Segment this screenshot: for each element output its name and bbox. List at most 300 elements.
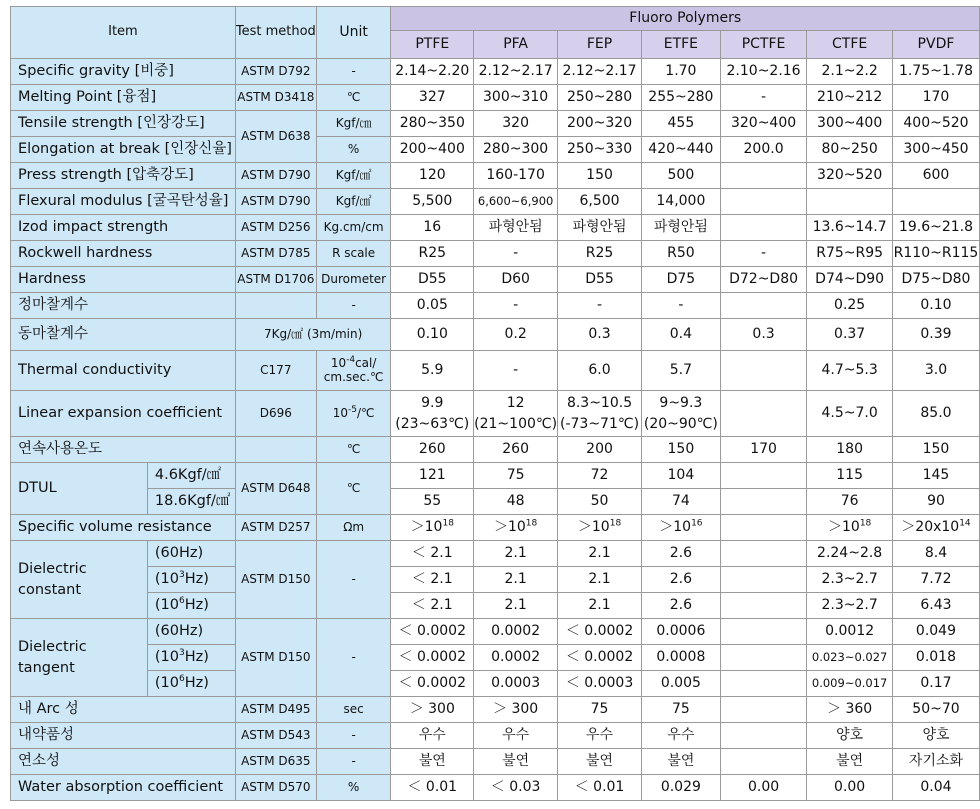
unit: Ωm: [316, 515, 391, 541]
value-exponent: 16: [691, 518, 703, 529]
value-cell: 0.018: [892, 645, 979, 671]
property-label: 연소성: [11, 749, 236, 775]
value-cell: 2.10~2.16: [720, 59, 807, 85]
value-cell: 0.00: [807, 775, 893, 801]
value-cell: 2.6: [641, 567, 720, 593]
test-method: ASTM D256: [235, 215, 316, 241]
test-method-header: Test method: [235, 7, 316, 59]
value-cell: 불연: [391, 749, 474, 775]
property-row: [11, 59, 980, 85]
dielectric-tangent-row: [11, 671, 980, 697]
value-cell: 400~520: [892, 111, 979, 137]
unit: -: [316, 749, 391, 775]
unit: [316, 351, 391, 391]
value-cell: 자기소화: [892, 749, 979, 775]
condition-label: 18.6Kgf/㎠: [147, 489, 235, 515]
frequency-exponent: 3: [178, 648, 185, 659]
value-cell: 327: [391, 85, 474, 111]
property-label: Tensile strength [인장강도]: [11, 111, 236, 137]
value-cell: 0.39: [892, 319, 979, 351]
property-row: [11, 215, 980, 241]
value-cell: 0.0002: [474, 619, 558, 645]
unit: sec: [316, 697, 391, 723]
value-cell: [720, 593, 807, 619]
value-cell: 200~400: [391, 137, 474, 163]
value-cell: 300~310: [474, 85, 558, 111]
value-cell: 불연: [641, 749, 720, 775]
property-row: [11, 749, 980, 775]
value-cell: 150: [641, 437, 720, 463]
unit: [316, 391, 391, 437]
value-cell: 320~400: [720, 111, 807, 137]
value-main: 9~9.3: [659, 395, 703, 412]
test-method: ASTM D635: [235, 749, 316, 775]
frequency-unit: Hz): [184, 675, 209, 692]
value-temp-range: (23~63℃): [395, 415, 470, 432]
value-cell: [720, 645, 807, 671]
value-cell: 600: [892, 163, 979, 189]
frequency-unit: Hz): [184, 649, 209, 666]
value-cell: [892, 189, 979, 215]
property-label: Water absorption coefficient: [11, 775, 236, 801]
value-cell: 5,500: [391, 189, 474, 215]
value-exponent: 18: [442, 518, 454, 529]
value-cell: ＜ 0.0002: [391, 645, 474, 671]
test-method: ASTM D150: [235, 619, 316, 697]
value-cell: [391, 515, 474, 541]
unit: -: [316, 723, 391, 749]
value-cell: 75: [558, 697, 642, 723]
properties-table-wrap: [10, 6, 980, 801]
dtul-row: [11, 463, 980, 489]
value-cell: 0.009~0.017: [807, 671, 893, 697]
property-row: [11, 351, 980, 391]
value-cell: [720, 215, 807, 241]
value-cell: 50: [558, 489, 642, 515]
value-main: 85.0: [920, 405, 952, 422]
value-main: 4.5~7.0: [821, 405, 878, 422]
value-cell: 1.70: [641, 59, 720, 85]
value-cell: R25: [391, 241, 474, 267]
unit: Kgf/㎠: [316, 189, 391, 215]
frequency-unit: Hz): [184, 571, 209, 588]
unit-exponent: -4: [346, 354, 356, 365]
property-label: Flexural modulus [굴곡탄성율]: [11, 189, 236, 215]
value-cell: [720, 749, 807, 775]
value-cell: ＜ 0.01: [391, 775, 474, 801]
value-cell: 2.1~2.2: [807, 59, 893, 85]
value-cell: 72: [558, 463, 642, 489]
value-cell: ＜ 0.01: [558, 775, 642, 801]
value-cell: 0.0012: [807, 619, 893, 645]
value-cell: ＜ 2.1: [391, 593, 474, 619]
material-header: PVDF: [892, 31, 979, 59]
value-cell: [892, 515, 979, 541]
property-row: [11, 775, 980, 801]
frequency-exponent: 6: [178, 674, 185, 685]
value-cell: 2.12~2.17: [474, 59, 558, 85]
value-cell: 80~250: [807, 137, 893, 163]
unit: ℃: [316, 463, 391, 515]
property-label-line1: Dielectric: [18, 638, 87, 655]
value-cell: [720, 723, 807, 749]
value-cell: ＜ 0.0002: [391, 619, 474, 645]
value-cell: 48: [474, 489, 558, 515]
value-cell: 150: [892, 437, 979, 463]
value-cell: [720, 391, 807, 437]
value-cell: 0.05: [391, 293, 474, 319]
material-header: PTFE: [391, 31, 474, 59]
value-cell: 양호: [807, 723, 893, 749]
value-cell: 불연: [558, 749, 642, 775]
unit-base: 10: [330, 355, 347, 370]
unit: -: [316, 293, 391, 319]
value-cell: [391, 391, 474, 437]
value-cell: ＜ 0.03: [474, 775, 558, 801]
test-method: ASTM D257: [235, 515, 316, 541]
unit: R scale: [316, 241, 391, 267]
value-cell: -: [641, 293, 720, 319]
test-method: [235, 293, 316, 319]
value-cell: ＜ 0.0003: [558, 671, 642, 697]
value-cell: R75~R95: [807, 241, 893, 267]
value-cell: 2.3~2.7: [807, 567, 893, 593]
value-main: 8.3~10.5: [566, 395, 633, 412]
value-cell: 6.43: [892, 593, 979, 619]
unit: -: [316, 59, 391, 85]
value-cell: 불연: [807, 749, 893, 775]
unit-rest: /℃: [356, 405, 375, 420]
frequency-base: (10: [154, 571, 179, 588]
value-exponent: 18: [609, 518, 622, 529]
property-row: [11, 723, 980, 749]
value-cell: -: [474, 241, 558, 267]
value-cell: 6,500: [558, 189, 642, 215]
value-base: ＞10: [659, 519, 692, 536]
value-cell: 2.14~2.20: [391, 59, 474, 85]
frequency-base: (60Hz): [154, 623, 204, 640]
value-cell: [558, 391, 642, 437]
value-cell: 1.75~1.78: [892, 59, 979, 85]
value-cell: 104: [641, 463, 720, 489]
value-exponent: 18: [525, 518, 538, 529]
value-cell: D74~D90: [807, 267, 893, 293]
value-base: ＞10: [493, 519, 526, 536]
value-cell: 0.0008: [641, 645, 720, 671]
property-row: [11, 85, 980, 111]
unit: ℃: [316, 437, 391, 463]
unit: Kgf/㎝: [316, 111, 391, 137]
value-cell: 0.10: [391, 319, 474, 351]
value-cell: [720, 463, 807, 489]
value-cell: R50: [641, 241, 720, 267]
value-cell: 300~400: [807, 111, 893, 137]
value-cell: 280~300: [474, 137, 558, 163]
unit: -: [316, 619, 391, 697]
value-cell: 320: [474, 111, 558, 137]
value-cell: 0.17: [892, 671, 979, 697]
test-method: D696: [235, 391, 316, 437]
value-cell: 0.2: [474, 319, 558, 351]
item-header: Item: [11, 7, 236, 59]
dielectric-tangent-row: [11, 645, 980, 671]
test-method: C177: [235, 351, 316, 391]
test-method: ASTM D150: [235, 541, 316, 619]
value-cell: 455: [641, 111, 720, 137]
unit-rest-line2: cm.sec.℃: [323, 369, 384, 384]
value-cell: 0.005: [641, 671, 720, 697]
value-cell: D75: [641, 267, 720, 293]
value-cell: 8.4: [892, 541, 979, 567]
property-row: [11, 163, 980, 189]
value-cell: 180: [807, 437, 893, 463]
unit-base: 10: [332, 405, 348, 420]
value-cell: 90: [892, 489, 979, 515]
property-row: [11, 293, 980, 319]
value-cell: [474, 391, 558, 437]
dielectric-tangent-row: [11, 619, 980, 645]
value-cell: [474, 515, 558, 541]
value-cell: [807, 189, 893, 215]
value-cell: 300~450: [892, 137, 979, 163]
value-cell: 2.1: [558, 541, 642, 567]
value-cell: 260: [474, 437, 558, 463]
value-cell: 120: [391, 163, 474, 189]
value-temp-range: (-73~71℃): [560, 415, 640, 432]
value-cell: [720, 541, 807, 567]
test-method: [235, 437, 316, 463]
dielectric-constant-row: [11, 593, 980, 619]
value-cell: D72~D80: [720, 267, 807, 293]
value-cell: 파형안됨: [474, 215, 558, 241]
property-label-line1: Dielectric: [18, 560, 87, 577]
value-cell: 2.1: [474, 593, 558, 619]
value-cell: 250~330: [558, 137, 642, 163]
unit: Kgf/㎠: [316, 163, 391, 189]
unit-header: Unit: [316, 7, 391, 59]
property-label: Elongation at break [인장신율]: [11, 137, 236, 163]
property-label: 내약품성: [11, 723, 236, 749]
value-cell: [720, 351, 807, 391]
property-label: Melting Point [융점]: [11, 85, 236, 111]
material-header: CTFE: [807, 31, 893, 59]
value-cell: 255~280: [641, 85, 720, 111]
material-header: FEP: [558, 31, 642, 59]
value-cell: 145: [892, 463, 979, 489]
test-method-unit: 7Kg/㎠ (3m/min): [235, 319, 391, 351]
fluoro-polymers-header: Fluoro Polymers: [391, 7, 980, 31]
property-row: [11, 437, 980, 463]
value-cell: 파형안됨: [641, 215, 720, 241]
frequency-base: (10: [154, 649, 179, 666]
fluoro-polymer-properties-table: [10, 6, 980, 801]
value-cell: [807, 515, 893, 541]
value-cell: D55: [391, 267, 474, 293]
property-label: Linear expansion coefficient: [11, 391, 236, 437]
frequency-base: (60Hz): [154, 545, 204, 562]
frequency-label: [147, 567, 235, 593]
value-cell: 0.0003: [474, 671, 558, 697]
value-cell: D60: [474, 267, 558, 293]
value-cell: 250~280: [558, 85, 642, 111]
value-cell: -: [474, 293, 558, 319]
value-cell: D55: [558, 267, 642, 293]
property-label: Specific gravity [비중]: [11, 59, 236, 85]
frequency-label: [147, 593, 235, 619]
material-header: PCTFE: [720, 31, 807, 59]
frequency-exponent: 3: [178, 570, 185, 581]
material-header: ETFE: [641, 31, 720, 59]
property-label: Press strength [압축강도]: [11, 163, 236, 189]
test-method: ASTM D543: [235, 723, 316, 749]
value-cell: 2.6: [641, 593, 720, 619]
unit: Durometer: [316, 267, 391, 293]
unit: ℃: [316, 85, 391, 111]
value-cell: ＞ 300: [474, 697, 558, 723]
test-method: ASTM D1706: [235, 267, 316, 293]
unit: Kg.cm/cm: [316, 215, 391, 241]
property-label: 정마찰계수: [11, 293, 236, 319]
value-cell: 2.1: [558, 567, 642, 593]
property-row: [11, 137, 980, 163]
value-cell: 0.04: [892, 775, 979, 801]
header-row-1: [11, 7, 980, 31]
test-method: ASTM D495: [235, 697, 316, 723]
value-cell: 2.1: [474, 541, 558, 567]
value-cell: 5.7: [641, 351, 720, 391]
property-label: Izod impact strength: [11, 215, 236, 241]
value-cell: ＜ 2.1: [391, 541, 474, 567]
value-cell: 55: [391, 489, 474, 515]
property-label: 내 Arc 성: [11, 697, 236, 723]
value-cell: 170: [892, 85, 979, 111]
value-exponent: 18: [859, 518, 872, 529]
test-method: ASTM D3418: [235, 85, 316, 111]
unit: %: [316, 137, 391, 163]
value-cell: 0.3: [720, 319, 807, 351]
value-cell: 6,600~6,900: [474, 189, 558, 215]
value-cell: [720, 697, 807, 723]
value-cell: [720, 189, 807, 215]
value-cell: -: [720, 85, 807, 111]
frequency-label: [147, 541, 235, 567]
value-cell: 우수: [474, 723, 558, 749]
value-cell: 0.37: [807, 319, 893, 351]
value-cell: ＜ 0.0002: [558, 645, 642, 671]
property-label-line2: tangent: [18, 659, 75, 676]
value-cell: 75: [641, 697, 720, 723]
frequency-unit: Hz): [184, 597, 209, 614]
test-method: ASTM D792: [235, 59, 316, 85]
value-cell: 16: [391, 215, 474, 241]
value-cell: ＞ 300: [391, 697, 474, 723]
value-cell: 0.029: [641, 775, 720, 801]
property-label: 연속사용온도: [11, 437, 236, 463]
property-row: [11, 697, 980, 723]
value-cell: -: [474, 351, 558, 391]
value-temp-range: (20~90℃): [643, 415, 718, 432]
test-method: ASTM D790: [235, 189, 316, 215]
test-method: ASTM D570: [235, 775, 316, 801]
value-cell: 2.12~2.17: [558, 59, 642, 85]
frequency-exponent: 6: [178, 596, 185, 607]
value-cell: 양호: [892, 723, 979, 749]
value-cell: 260: [391, 437, 474, 463]
value-cell: 2.1: [558, 593, 642, 619]
value-cell: R110~R115: [892, 241, 979, 267]
frequency-label: [147, 671, 235, 697]
property-row: [11, 241, 980, 267]
value-temp-range: (21~100℃): [474, 415, 558, 432]
unit: -: [316, 541, 391, 619]
unit-rest: cal/: [355, 355, 377, 370]
value-cell: [720, 489, 807, 515]
value-cell: 0.049: [892, 619, 979, 645]
property-row: [11, 515, 980, 541]
value-cell: [720, 163, 807, 189]
value-cell: 200: [558, 437, 642, 463]
material-header: PFA: [474, 31, 558, 59]
property-row: [11, 267, 980, 293]
unit-exponent: -5: [348, 404, 357, 415]
value-cell: ＞ 360: [807, 697, 893, 723]
value-base: ＞20x10: [901, 519, 960, 536]
value-cell: 14,000: [641, 189, 720, 215]
frequency-label: [147, 619, 235, 645]
dielectric-constant-row: [11, 567, 980, 593]
frequency-base: (10: [154, 675, 179, 692]
value-cell: 0.023~0.027: [807, 645, 893, 671]
value-cell: [892, 391, 979, 437]
value-cell: 2.24~2.8: [807, 541, 893, 567]
value-cell: ＜ 0.0002: [391, 671, 474, 697]
value-cell: -: [558, 293, 642, 319]
value-cell: ＜ 0.0002: [558, 619, 642, 645]
value-cell: [558, 515, 642, 541]
property-row: [11, 391, 980, 437]
value-main: 9.9: [421, 395, 444, 412]
value-cell: D75~D80: [892, 267, 979, 293]
value-cell: -: [720, 241, 807, 267]
frequency-base: (10: [154, 597, 179, 614]
value-cell: 우수: [641, 723, 720, 749]
value-cell: [807, 391, 893, 437]
property-row: [11, 319, 980, 351]
value-cell: 50~70: [892, 697, 979, 723]
value-cell: 420~440: [641, 137, 720, 163]
test-method: ASTM D785: [235, 241, 316, 267]
value-cell: 200.0: [720, 137, 807, 163]
value-base: ＞10: [577, 519, 610, 536]
test-method: ASTM D790: [235, 163, 316, 189]
value-cell: 13.6~14.7: [807, 215, 893, 241]
property-label: Rockwell hardness: [11, 241, 236, 267]
value-cell: [720, 619, 807, 645]
value-cell: 2.3~2.7: [807, 593, 893, 619]
value-cell: 0.10: [892, 293, 979, 319]
value-cell: ＜ 2.1: [391, 567, 474, 593]
value-base: ＞10: [828, 519, 860, 536]
condition-label: 4.6Kgf/㎠: [147, 463, 235, 489]
value-cell: [720, 293, 807, 319]
value-cell: R25: [558, 241, 642, 267]
property-label: [11, 541, 148, 619]
property-label: DTUL: [11, 463, 148, 515]
value-cell: 76: [807, 489, 893, 515]
value-cell: 파형안됨: [558, 215, 642, 241]
property-label: [11, 619, 148, 697]
value-cell: 75: [474, 463, 558, 489]
